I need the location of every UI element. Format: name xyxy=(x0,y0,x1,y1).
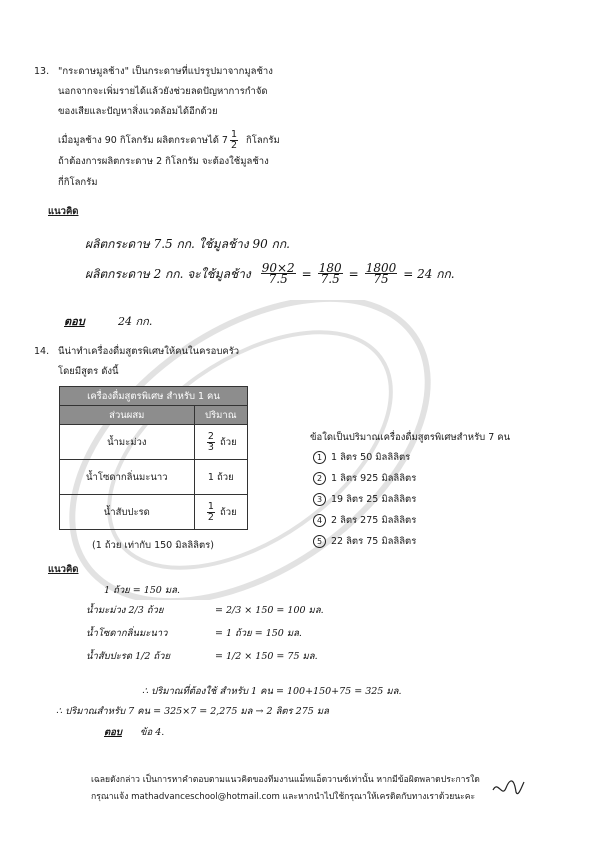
choice-3[interactable]: 3 19 ลิตร 25 มิลลิลิตร xyxy=(313,492,416,507)
q14-question: ข้อใดเป็นปริมาณเครื่องดื่มสูตรพิเศษสำหรับ 7 คน xyxy=(310,432,511,443)
q13-solution-label: แนวคิด xyxy=(48,206,79,217)
q14-work2-calc: = 2/3 × 150 = 100 มล. xyxy=(215,605,324,616)
q13-work-line2: ผลิตกระดาษ 2 กก. จะใช้มูลช้าง $\frac{90\times 2}{7.5}$ = $\frac{180}{7.5}$ = $\frac{1800}{75}$ = 24 กก. xyxy=(85,261,455,286)
q13-number: 13. xyxy=(34,66,50,77)
q14-stem-line2: โดยมีสูตร ดังนี้ xyxy=(58,366,119,377)
q13-given-fraction xyxy=(230,130,238,151)
q13-work-f1-num: 90×2 xyxy=(261,261,295,275)
q14-work3-label: น้ำโซดากลิ่นมะนาว xyxy=(86,628,168,639)
recipe-ingredient-1: น้ำมะม่วง xyxy=(60,425,195,460)
q13-work-f2-num: 180 xyxy=(318,261,342,275)
q13-work-fraction-2 xyxy=(318,263,343,284)
q14-work4-label: น้ำสับปะรด 1/2 ถ้วย xyxy=(86,651,171,662)
q13-stem-line3: ของเสียและปัญหาสิ่งแวดล้อมได้อีกด้วย xyxy=(58,106,218,117)
q13-question-line2: กี่กิโลกรัม xyxy=(58,177,98,188)
q14-answer-label: ตอบ xyxy=(104,727,122,738)
q13-question-line1: ถ้าต้องการผลิตกระดาษ 2 กิโลกรัม จะต้องใช้มูลช้าง xyxy=(58,156,269,167)
q14-work3-calc: = 1 ถ้วย = 150 มล. xyxy=(215,628,302,639)
recipe-amount-3: $\frac{1}{2}$ ถ้วย xyxy=(194,495,247,530)
recipe-ingredient-3: น้ำสับปะรด xyxy=(60,495,195,530)
q13-work-line2-prefix: ผลิตกระดาษ 2 กก. จะใช้มูลช้าง xyxy=(85,266,251,281)
q13-work-line1: ผลิตกระดาษ 7.5 กก. ใช้มูลช้าง 90 กก. xyxy=(85,237,290,251)
q13-answer-label: ตอบ xyxy=(64,315,85,328)
q14-work4-calc: = 1/2 × 150 = 75 มล. xyxy=(215,651,318,662)
recipe-ingredient-2: น้ำโซดากลิ่นมะนาว xyxy=(60,460,195,495)
q13-stem-line2: นอกจากจะเพิ่มรายได้แล้วยังช่วยลดปัญหาการกำจัด xyxy=(58,86,268,97)
q13-answer-value: 24 กก. xyxy=(118,315,153,328)
q13-given-prefix: เมื่อมูลช้าง 90 กิโลกรัม ผลิตกระดาษได้ 7 xyxy=(58,134,228,146)
choice-5[interactable]: 5 22 ลิตร 75 มิลลิลิตร xyxy=(313,534,416,549)
q13-work-fraction-3 xyxy=(365,263,398,284)
q13-work-fraction-1 xyxy=(261,263,296,284)
q14-work5: ∴ ปริมาณที่ต้องใช้ สำหรับ 1 คน = 100+150+75 = 325 มล. xyxy=(142,686,402,697)
recipe-table-note: (1 ถ้วย เท่ากับ 150 มิลลิลิตร) xyxy=(92,540,214,551)
q13-given-frac-den: 2 xyxy=(230,140,237,151)
q14-work2-label: น้ำมะม่วง 2/3 ถ้วย xyxy=(86,605,164,616)
q13-given xyxy=(58,130,280,151)
q14-stem-line1: นีน่าทำเครื่องดื่มสูตรพิเศษให้คนในครอบครัว xyxy=(58,346,240,357)
q13-given-frac-num: 1 xyxy=(230,129,237,140)
choice-2[interactable]: 2 1 ลิตร 925 มิลลิลิตร xyxy=(313,471,416,486)
recipe-table xyxy=(59,386,248,530)
recipe-amount-1: $\frac{2}{3}$ ถ้วย xyxy=(194,425,247,460)
q14-number: 14. xyxy=(34,346,50,357)
q14-work6: ∴ ปริมาณสำหรับ 7 คน = 325×7 = 2,275 มล → 2 ลิตร 275 มล xyxy=(56,706,329,717)
signature-icon xyxy=(490,776,526,802)
q13-stem-line1: "กระดาษมูลช้าง" เป็นกระดาษที่แปรรูปมาจากมูลช้าง xyxy=(58,66,273,77)
q14-work1: 1 ถ้วย = 150 มล. xyxy=(104,585,180,596)
choice-4[interactable]: 4 2 ลิตร 275 มิลลิลิตร xyxy=(313,513,416,528)
recipe-col-amount: ปริมาณ xyxy=(194,406,247,425)
choice-1[interactable]: 1 1 ลิตร 50 มิลลิลิตร xyxy=(313,450,410,465)
q13-work-f3-num: 1800 xyxy=(365,261,397,275)
recipe-table-title: เครื่องดื่มสูตรพิเศษ สำหรับ 1 คน xyxy=(60,387,248,406)
q13-work-f3-den: 75 xyxy=(373,272,389,286)
q14-solution-label: แนวคิด xyxy=(48,564,79,575)
recipe-amount-2: 1 ถ้วย xyxy=(194,460,247,495)
recipe-col-ingredient: ส่วนผสม xyxy=(60,406,195,425)
q13-work-f2-den: 7.5 xyxy=(320,272,340,286)
footer-line2: กรุณาแจ้ง mathadvanceschool@hotmail.com และหากนำไปใช้กรุณาให้เครดิตกับทางเราด้วยนะคะ xyxy=(91,792,476,802)
q13-given-suffix: กิโลกรัม xyxy=(246,134,280,146)
q14-answer-value: ข้อ 4. xyxy=(140,727,165,738)
q13-work-result: = 24 กก. xyxy=(403,266,455,281)
footer-line1: เฉลยดังกล่าว เป็นการหาคำตอบตามแนวคิดของทีมงานแม็ทแอ็ดวานซ์เท่านั้น หากมีข้อผิดพลาดประการใด xyxy=(91,775,480,785)
q13-work-f1-den: 7.5 xyxy=(268,272,288,286)
